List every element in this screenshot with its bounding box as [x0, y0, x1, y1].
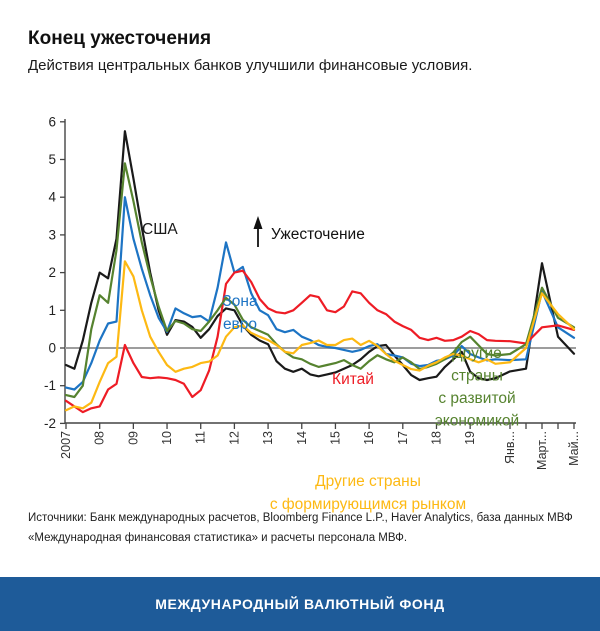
line-usa [66, 131, 574, 380]
tightening-arrowhead [254, 216, 263, 229]
series-label-euro-area: евро [222, 316, 258, 333]
line-other-emerging [66, 261, 574, 410]
x-tick-label: Май... [567, 431, 581, 466]
tightening-annotation: Ужесточение [271, 226, 365, 243]
y-tick-label: 3 [48, 227, 56, 243]
x-tick-label: 08 [92, 431, 107, 445]
source-line-2: «Международная финансовая статистика» и расчеты персонала МВФ. [28, 532, 408, 545]
x-tick-label: 10 [160, 431, 175, 445]
x-tick-label: 15 [328, 431, 343, 445]
series-label-other-advanced: с развитой [438, 390, 516, 407]
x-tick-label: 09 [126, 431, 141, 445]
x-tick-label: 11 [193, 431, 208, 444]
y-tick-label: 5 [48, 152, 56, 167]
series-label-other-advanced: страны [451, 367, 503, 385]
x-tick-label: 17 [395, 431, 410, 445]
series-label-china: Китай [332, 371, 374, 388]
x-tick-label: Март... [535, 431, 549, 470]
financial-conditions-line-chart [0, 100, 600, 513]
imf-footer-text: МЕЖДУНАРОДНЫЙ ВАЛЮТНЫЙ ФОНД [155, 596, 445, 612]
series-label-usa: США [142, 221, 178, 238]
imf-footer-bar [0, 577, 600, 631]
series-label-other-emerging: с формирующимся рынком [269, 496, 467, 513]
y-tick-label: 6 [48, 114, 56, 130]
y-tick-label: -1 [43, 378, 56, 394]
source-note [28, 508, 580, 548]
x-tick-label: 18 [429, 431, 444, 445]
series-label-other-emerging: Другие страны [315, 473, 421, 490]
series-label-other-advanced: экономикой [434, 412, 520, 430]
series-label-euro-area: Зона [222, 293, 258, 310]
x-tick-label: 12 [227, 431, 242, 445]
series-label-other-advanced: Другие [452, 345, 502, 362]
y-tick-label: 1 [48, 302, 56, 318]
x-tick-label: 13 [261, 431, 276, 445]
x-tick-label: Янв... [503, 431, 517, 464]
x-tick-label: 19 [463, 431, 478, 445]
source-line-1: Источники: Банк международных расчетов, Bloomberg Finance L.P., Haver Analytics, база данных МВФ [28, 512, 573, 524]
chart-subtitle: Действия центральных банков улучшили финансовые условия. [28, 57, 473, 74]
y-tick-label: 4 [48, 189, 56, 205]
y-tick-label: -2 [43, 415, 56, 431]
chart-area [0, 100, 600, 513]
x-tick-label: 14 [294, 431, 309, 445]
y-tick-label: 2 [48, 265, 56, 281]
x-tick-label: 2007 [59, 431, 73, 459]
chart-title: Конец ужесточения [28, 28, 212, 49]
x-tick-label: 16 [362, 431, 377, 445]
y-tick-label: 0 [48, 340, 56, 356]
